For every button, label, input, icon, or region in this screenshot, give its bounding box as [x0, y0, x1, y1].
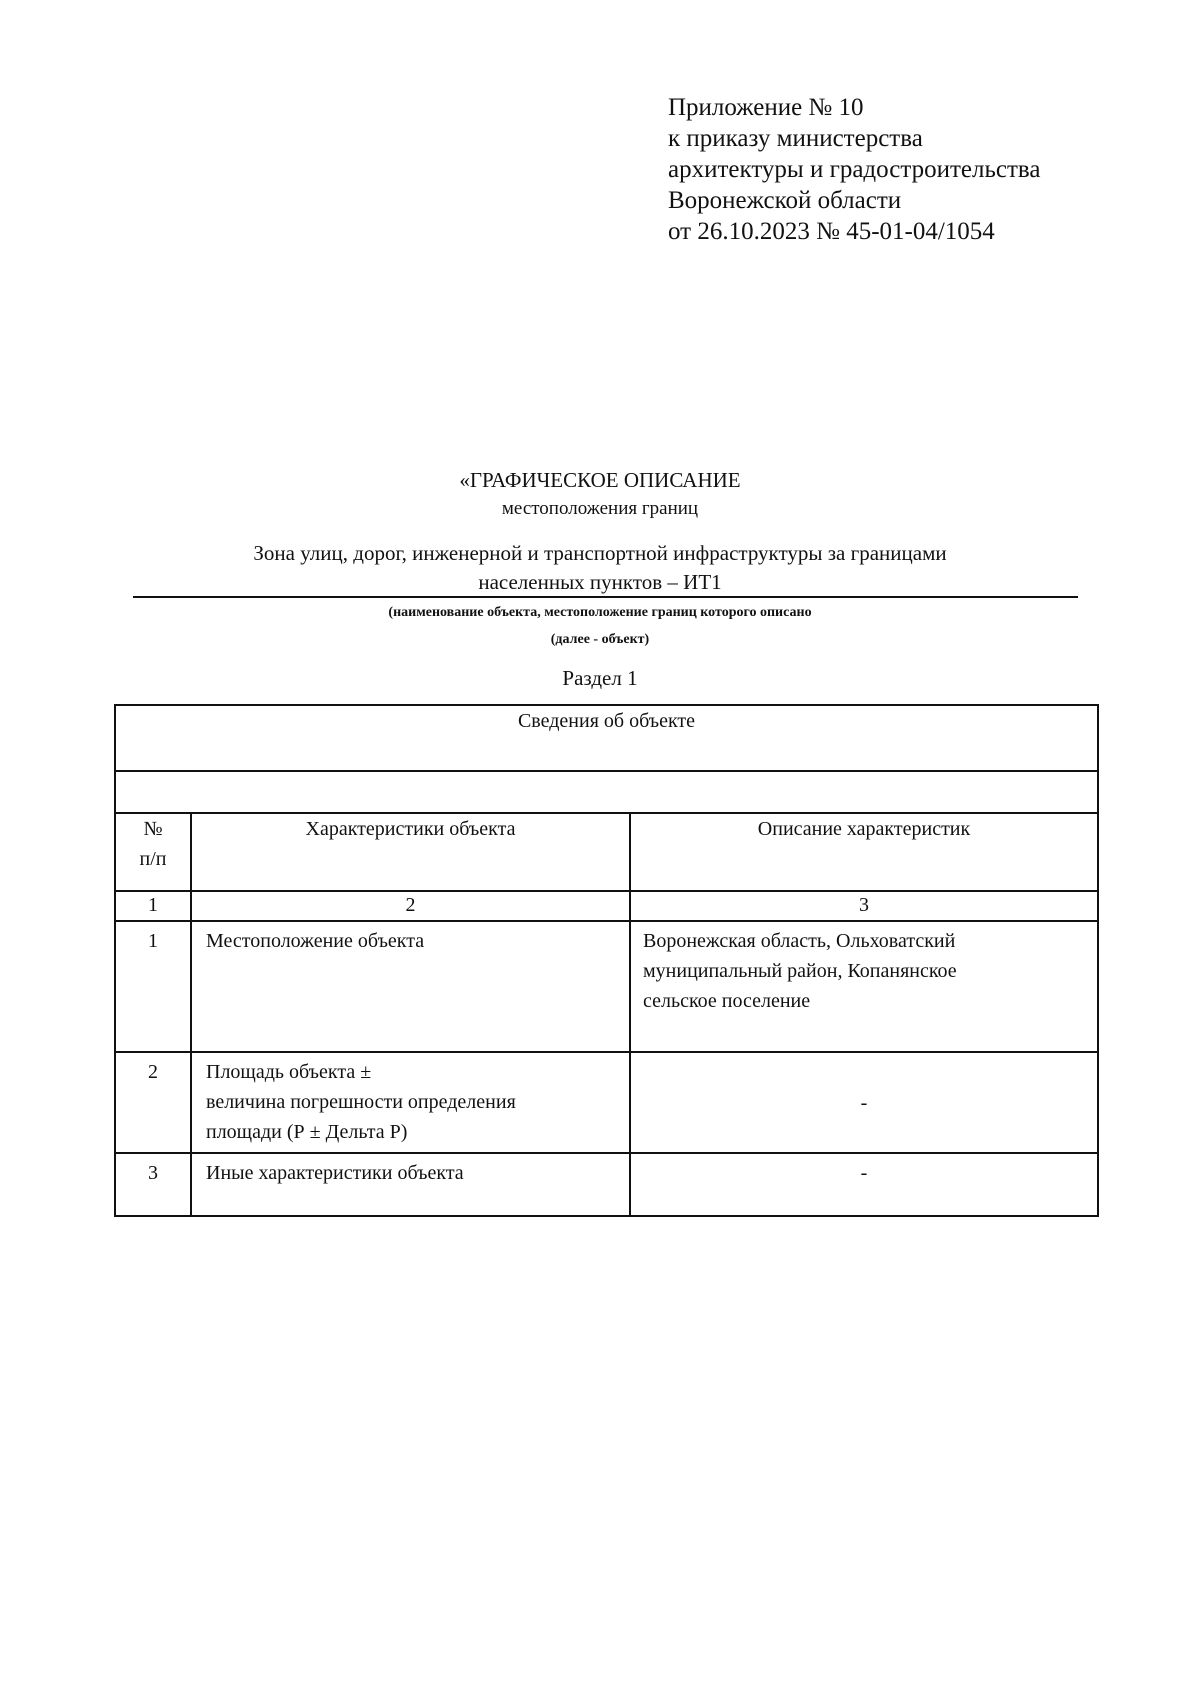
section-label: Раздел 1 — [562, 666, 638, 690]
column-number: 2 — [191, 891, 630, 921]
header-cell-num — [115, 813, 191, 891]
row-number: 1 — [115, 921, 191, 1052]
object-name — [130, 539, 1070, 597]
characteristic-line: Площадь объекта ± — [206, 1061, 372, 1083]
row-description — [630, 921, 1098, 1052]
row-description — [630, 1153, 1098, 1216]
object-caption: (наименование объекта, местоположение границ которого описано — [388, 605, 812, 620]
header-num-line: № — [143, 818, 163, 840]
table-row — [115, 1153, 1098, 1216]
appendix-line: от 26.10.2023 № 45-01-04/1054 — [668, 218, 995, 245]
appendix-line: к приказу министерства — [668, 125, 923, 152]
description-line: муниципальный район, Копанянское — [643, 960, 957, 982]
column-number: 1 — [115, 891, 191, 921]
appendix-block — [668, 92, 1040, 247]
header-cell-description: Описание характеристик — [630, 813, 1098, 891]
header-num-line: п/п — [139, 848, 167, 870]
object-name-underline — [133, 596, 1078, 598]
appendix-line: Воронежской области — [668, 187, 902, 214]
characteristic-line: величина погрешности определения — [206, 1091, 516, 1113]
table-caption-row — [115, 705, 1098, 771]
row-number: 2 — [115, 1052, 191, 1153]
row-description — [630, 1052, 1098, 1153]
row-characteristic — [191, 921, 630, 1052]
table-caption: Сведения об объекте — [115, 705, 1098, 771]
object-name-line: Зона улиц, дорог, инженерной и транспортной инфраструктуры за границами — [253, 541, 947, 565]
row-characteristic — [191, 1153, 630, 1216]
document-subtitle: местоположения границ — [501, 498, 699, 519]
appendix-line: Приложение № 10 — [668, 94, 864, 121]
description-line: - — [860, 1162, 868, 1184]
table-row — [115, 921, 1098, 1052]
object-caption: (далее - объект) — [550, 632, 650, 647]
description-line: - — [860, 1091, 868, 1114]
table-empty-row — [115, 771, 1098, 813]
row-number: 3 — [115, 1153, 191, 1216]
column-number: 3 — [630, 891, 1098, 921]
table-header-row — [115, 813, 1098, 891]
header-cell-characteristic: Характеристики объекта — [191, 813, 630, 891]
column-number-row — [115, 891, 1098, 921]
characteristic-line: Иные характеристики объекта — [206, 1162, 464, 1184]
description-line: Воронежская область, Ольховатский — [643, 930, 956, 952]
characteristic-line: площади (Р ± Дельта Р) — [206, 1121, 408, 1143]
object-info-table — [114, 704, 1099, 1217]
row-characteristic — [191, 1052, 630, 1153]
appendix-line: архитектуры и градостроительства — [668, 156, 1041, 183]
object-name-line: населенных пунктов – ИТ1 — [478, 570, 722, 594]
empty-cell — [115, 771, 1098, 813]
characteristic-line: Местоположение объекта — [206, 930, 425, 952]
document-title: «ГРАФИЧЕСКОЕ ОПИСАНИЕ — [459, 468, 741, 492]
table-row — [115, 1052, 1098, 1153]
description-line: сельское поселение — [643, 990, 811, 1012]
